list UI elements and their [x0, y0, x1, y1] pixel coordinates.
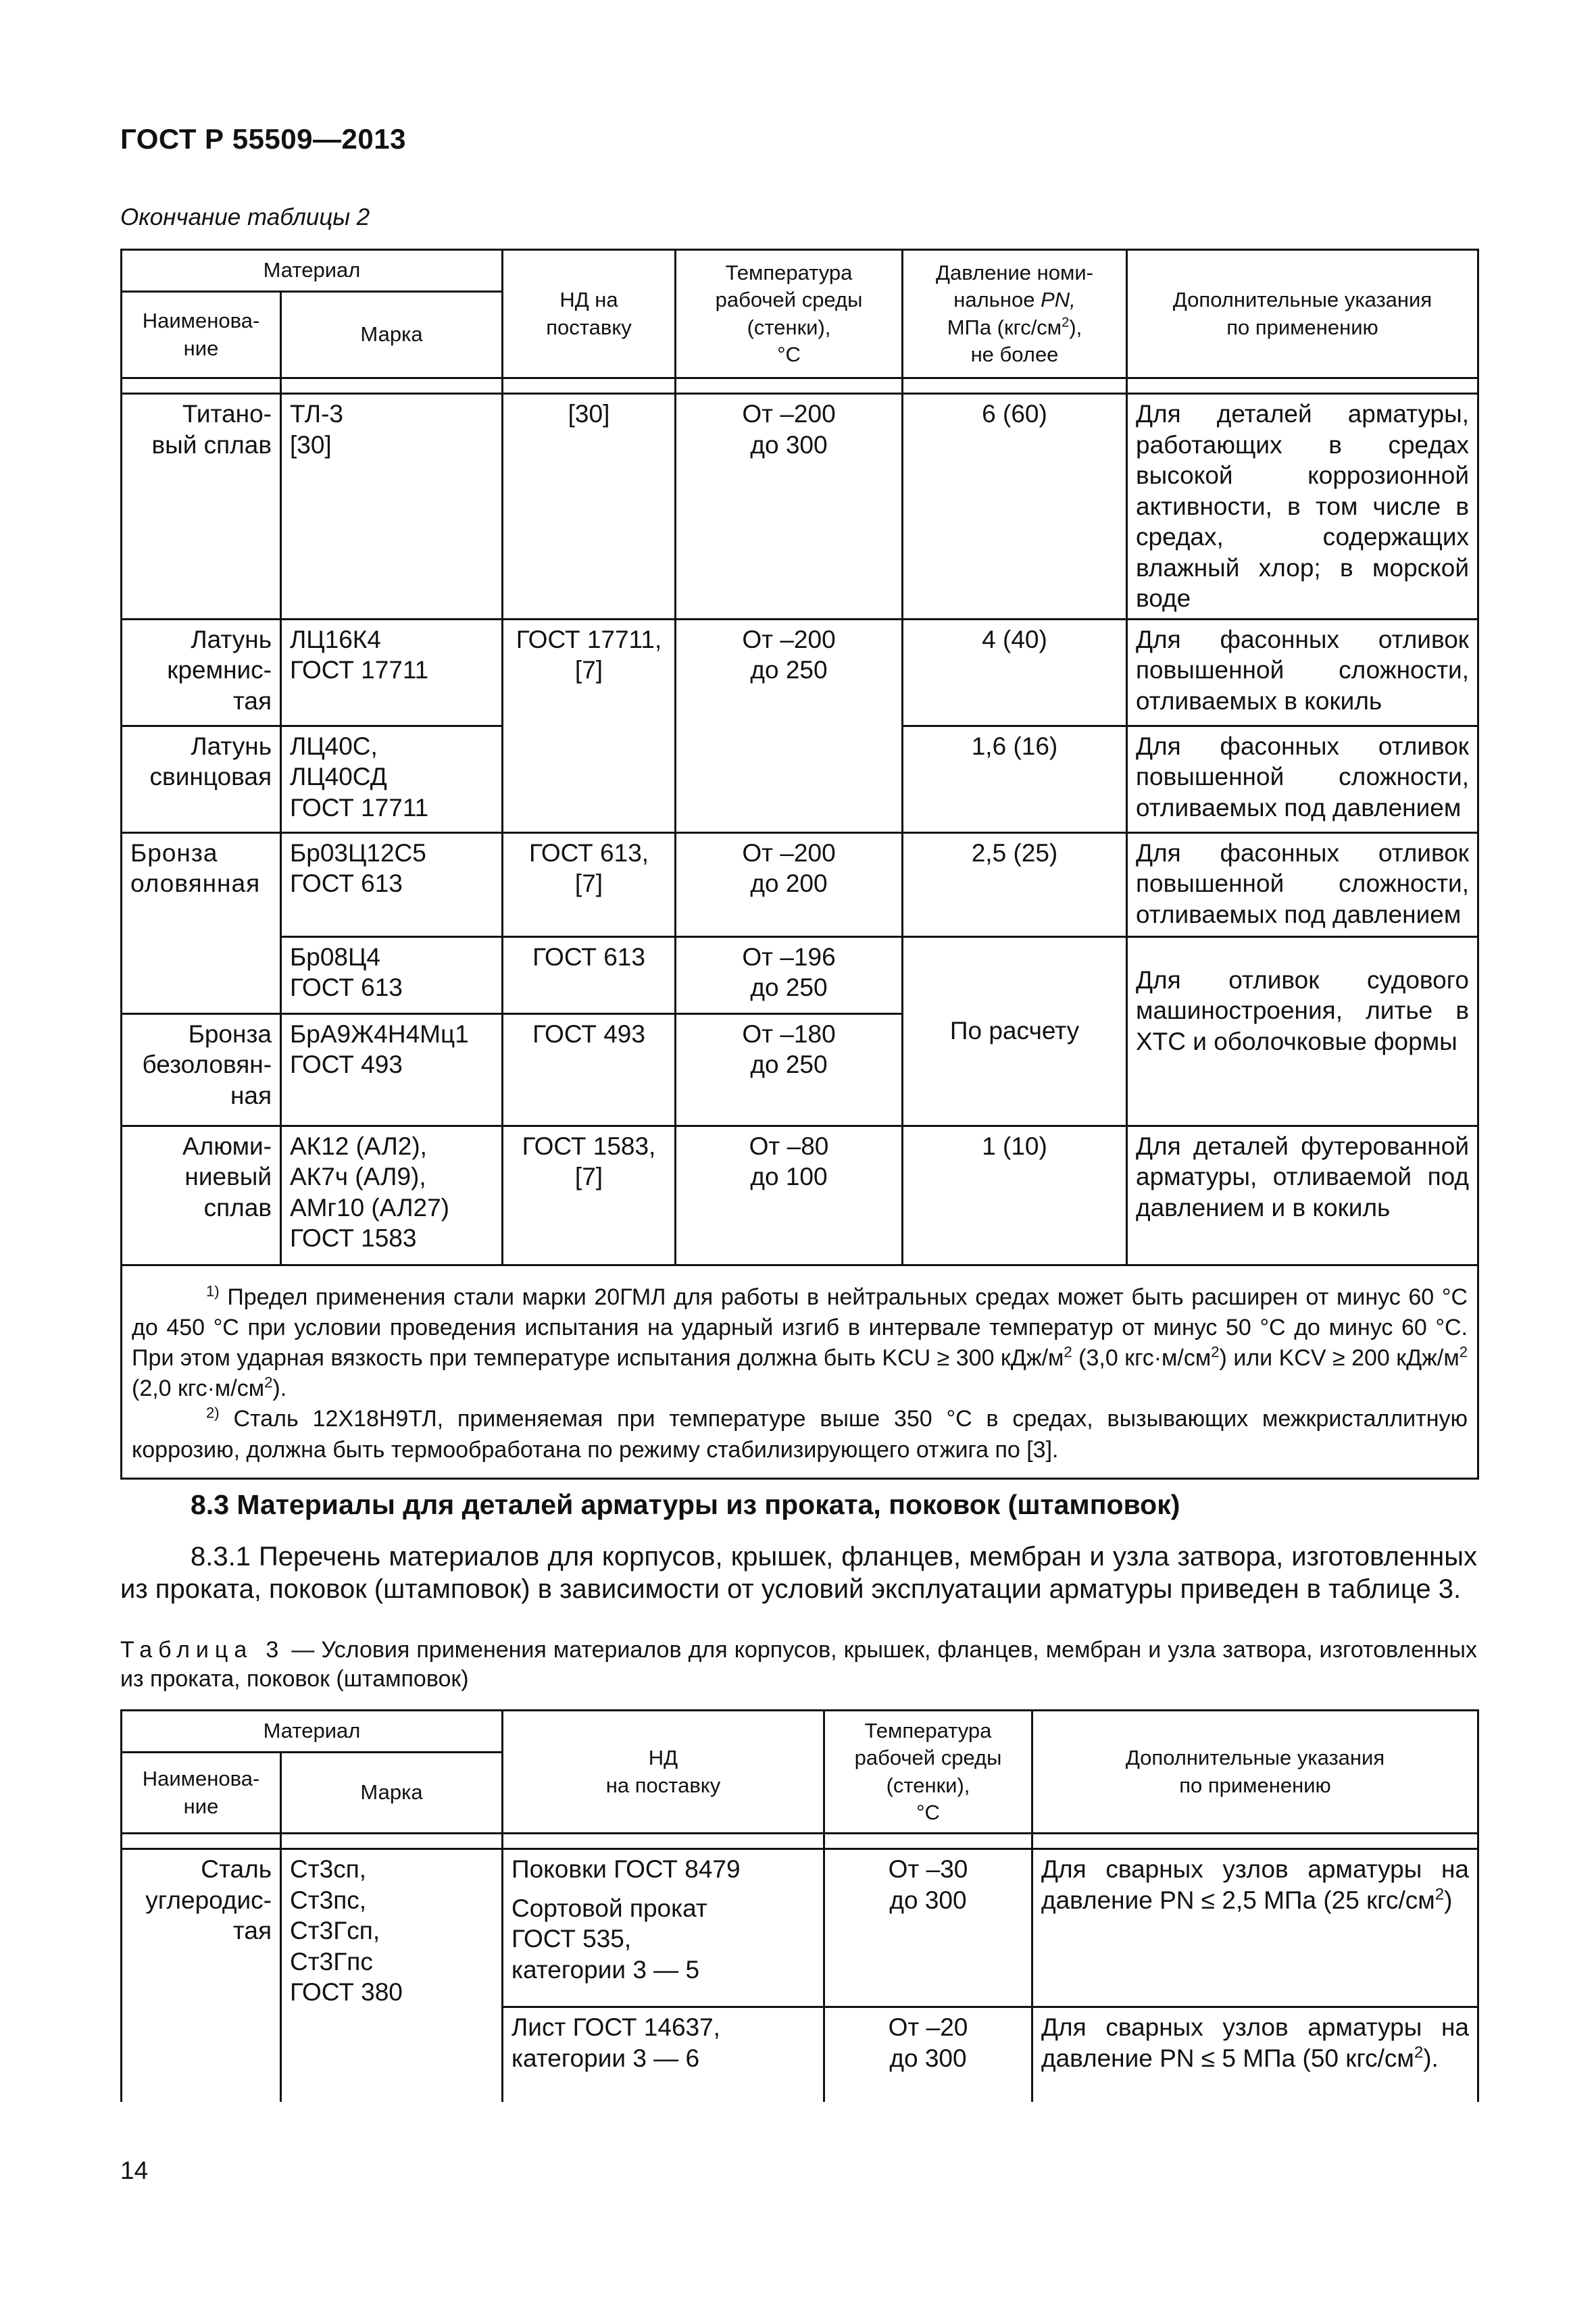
t3-row-steel2-temp: От –20 до 300 [824, 2007, 1032, 2102]
t3-header-material: Материал [122, 1711, 503, 1753]
row-aluminium-name: Алюми- ниевый сплав [122, 1126, 281, 1265]
table2-footnotes [122, 1265, 1478, 1478]
t3-header-nd: НД на поставку [503, 1711, 824, 1834]
footnote-1: $^{1)}$ Предел применения стали марки 20ГМЛ для работы в нейтральных средах может быть расширен от минус 60 °С до 450 °С при условии проведения испытания на ударный изгиб в интервале температур от минус 50 °С до минус 60 °С. При этом ударная вязкость при температуре испытания должна быть KCU ≥ 300 кДж/$м^2$ (3,0 $кгс\cdot м/см^2$) или KCV ≥ 200 кДж/$м^2$ (2,0 $кгс\cdot м/см^2$). [132, 1282, 1468, 1402]
row-aluminium-grade: АК12 (АЛ2), АК7ч (АЛ9), АМг10 (АЛ27) ГОСТ 1583 [281, 1126, 503, 1265]
row-aluminium-pressure: 1 (10) [903, 1126, 1127, 1265]
row-brass-si-pressure: 4 (40) [903, 619, 1127, 726]
row-brass-si-grade: ЛЦ16К4 ГОСТ 17711 [281, 619, 503, 726]
row-brass-pb-grade: ЛЦ40С, ЛЦ40СД ГОСТ 17711 [281, 726, 503, 832]
row-bronze-sn-pressure: 2,5 (25) [903, 832, 1127, 936]
document-code-header: ГОСТ Р 55509—2013 [120, 123, 406, 155]
table3 [120, 1709, 1479, 2102]
header-pressure: Давление номи- нальное PN, МПа $(кгс/см^2)$, не более [903, 250, 1127, 378]
row-aluminium-notes: Для деталей футерованной арматуры, отливаемой под давлением и в кокиль [1127, 1126, 1478, 1265]
row-bronze-sn-notes: Для фасонных отливок повышенной сложности, отливаемых под давлением [1127, 832, 1478, 936]
row-brass-nd: ГОСТ 17711, [7] [503, 619, 676, 832]
section-title: 8.3 Материалы для деталей арматуры из проката, поковок (штамповок) [191, 1489, 1180, 1520]
t3-row-steel-nd [503, 1849, 824, 2007]
row-bronze-sn-name: Бронза оловянная [122, 832, 281, 1013]
row-brass-temp: От –200 до 250 [676, 619, 903, 832]
t3-row-steel-name: Сталь углеродис- тая [122, 1849, 281, 2102]
row-bronze-nosn-grade: БрА9Ж4Н4Мц1 ГОСТ 493 [281, 1013, 503, 1126]
row-aluminium-temp: От –80 до 100 [676, 1126, 903, 1265]
row-brass-si-name: Латунь кремнис- тая [122, 619, 281, 726]
row-bronze-sn-grade: Бр03Ц12С5 ГОСТ 613 [281, 832, 503, 936]
row-aluminium-nd: ГОСТ 1583, [7] [503, 1126, 676, 1265]
table-row [122, 394, 1478, 620]
row-bronze-nosn-temp: От –180 до 250 [676, 1013, 903, 1126]
header-material: Материал [122, 250, 503, 292]
t3-header-name: Наименова- ние [122, 1753, 281, 1834]
row-titan-notes: Для деталей арматуры, работающих в средах высокой коррозионной активности, в том числе в средах, содержащих влажный хлор; в морской воде [1127, 394, 1478, 620]
table2-footnotes-row [122, 1265, 1478, 1478]
row-brass-pb-pressure: 1,6 (16) [903, 726, 1127, 832]
header-nd: НД на поставку [503, 250, 676, 378]
row-bronze-sn2-grade: Бр08Ц4 ГОСТ 613 [281, 936, 503, 1013]
row-brass-si-notes: Для фасонных отливок повышенной сложности, отливаемых в кокиль [1127, 619, 1478, 726]
t3-row-steel-nd-forgings: Поковки ГОСТ 8479 [512, 1855, 741, 1883]
row-bronze-notes-ship: Для отливок судового машиностроения, литье в ХТС и оболочковые формы [1127, 936, 1478, 1126]
t3-row-steel2-notes: Для сварных узлов арматуры на давление PN ≤ 5 МПа (50 кгс/$см^2$). [1032, 2007, 1478, 2102]
t3-row-steel2-nd: Лист ГОСТ 14637, категории 3 — 6 [503, 2007, 824, 2102]
t3-row-steel-grade: Ст3сп, Ст3пс, Ст3Гсп, Ст3Гпс ГОСТ 380 [281, 1849, 503, 2102]
t3-header-separator [122, 1834, 1478, 1849]
table2-caption: Окончание таблицы 2 [120, 204, 370, 230]
table2 [120, 249, 1479, 1480]
row-bronze-sn2-nd: ГОСТ 613 [503, 936, 676, 1013]
table-row [122, 936, 1478, 1013]
row-bronze-sn2-temp: От –196 до 250 [676, 936, 903, 1013]
section-paragraph: 8.3.1 Перечень материалов для корпусов, крышек, фланцев, мембран и узла затвора, изготовленных из проката, поковок (штамповок) в зависимости от условий эксплуатации арматуры приведен в таблице 3. [120, 1542, 1477, 1604]
header-temperature: Температура рабочей среды (стенки), °C [676, 250, 903, 378]
row-titan-name: Титано- вый сплав [122, 394, 281, 620]
row-brass-pb-notes: Для фасонных отливок повышенной сложности, отливаемых под давлением [1127, 726, 1478, 832]
t3-row-steel-nd-bars: Сортовой прокат ГОСТ 535, категории 3 — 5 [512, 1894, 707, 1984]
row-brass-pb-name: Латунь свинцовая [122, 726, 281, 832]
t3-row-steel-temp: От –30 до 300 [824, 1849, 1032, 2007]
footnote-2: $^{2)}$ Сталь 12Х18Н9ТЛ, применяемая при температуре выше 350 °С в средах, вызывающих межкристаллитную коррозию, должна быть термообработана по режиму стабилизирующего отжига по [3]. [132, 1405, 1468, 1463]
row-titan-temp: От –200 до 300 [676, 394, 903, 620]
header-separator [122, 378, 1478, 394]
t3-header-temperature: Температура рабочей среды (стенки), °C [824, 1711, 1032, 1834]
row-bronze-nosn-name: Бронза безоловян- ная [122, 1013, 281, 1126]
header-name: Наименова- ние [122, 292, 281, 378]
table-row [122, 1126, 1478, 1265]
header-grade: Марка [281, 292, 503, 378]
row-bronze-pressure-calc: По расчету [903, 936, 1127, 1126]
table-row [122, 1849, 1478, 2007]
table3-caption: Таблица 3 — Условия применения материалов для корпусов, крышек, фланцев, мембран и узла затвора, изготовленных из проката, поковок (штамповок) [120, 1637, 1477, 1692]
header-notes: Дополнительные указания по применению [1127, 250, 1478, 378]
t3-header-grade: Марка [281, 1753, 503, 1834]
table-row [122, 619, 1478, 726]
row-bronze-nosn-nd: ГОСТ 493 [503, 1013, 676, 1126]
t3-header-notes: Дополнительные указания по применению [1032, 1711, 1478, 1834]
row-titan-pressure: 6 (60) [903, 394, 1127, 620]
row-bronze-sn-nd: ГОСТ 613, [7] [503, 832, 676, 936]
row-titan-nd: [30] [503, 394, 676, 620]
page-number: 14 [120, 2157, 149, 2184]
row-bronze-sn-temp: От –200 до 200 [676, 832, 903, 936]
t3-row-steel-notes: Для сварных узлов арматуры на давление PN ≤ 2,5 МПа (25 кгс/$см^2$) [1032, 1849, 1478, 2007]
table-row [122, 832, 1478, 936]
row-titan-grade: ТЛ-3 [30] [281, 394, 503, 620]
